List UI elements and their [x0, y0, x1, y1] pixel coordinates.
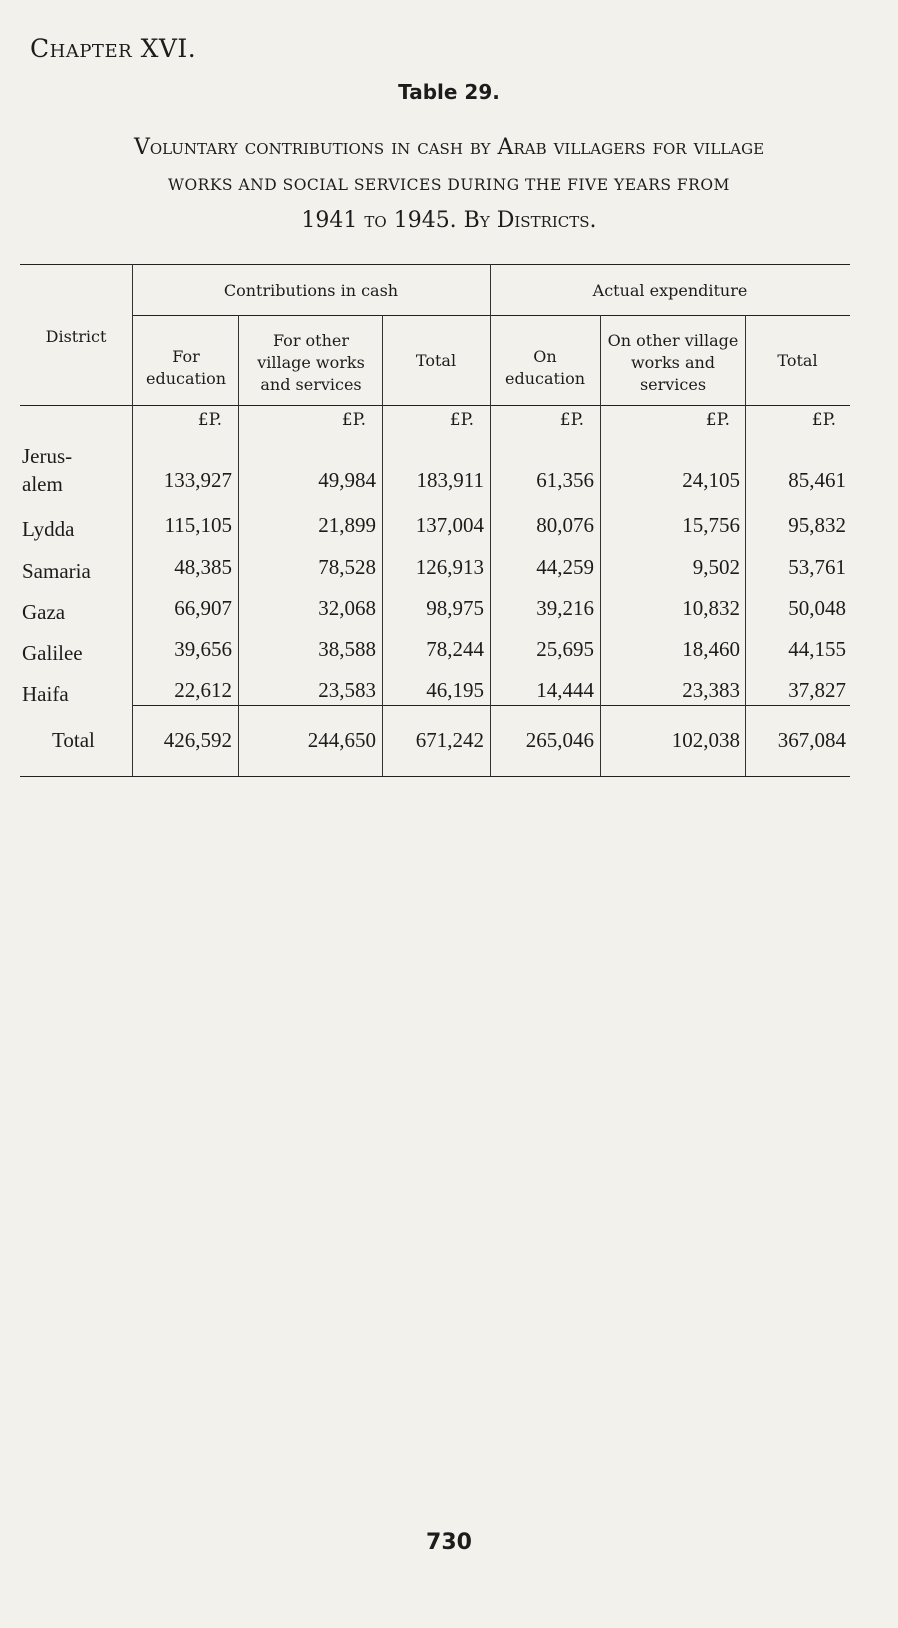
table-cell: 22,612	[174, 678, 232, 702]
header-col: Total	[777, 351, 818, 370]
table-cell: 53,761	[788, 555, 846, 579]
district-name: Lydda	[22, 517, 75, 541]
unit-label: £P.	[811, 410, 836, 430]
caption-line-3: 1941 to 1945. By Districts.	[301, 208, 597, 233]
header-col: On education	[505, 347, 585, 388]
table-cell: 39,656	[174, 637, 232, 661]
table-cell: 49,984	[318, 468, 376, 492]
table-cell: 14,444	[536, 678, 594, 702]
table-cell: 25,695	[536, 637, 594, 661]
table-cell: 44,259	[536, 555, 594, 579]
header-district: District	[45, 327, 107, 346]
table-cell: 10,832	[682, 596, 740, 620]
district-name: Galilee	[22, 641, 83, 665]
header-col: For other village works and services	[257, 331, 365, 394]
table-cell: 78,528	[318, 555, 376, 579]
table-cell: 48,385	[174, 555, 232, 579]
total-cell: 265,046	[525, 728, 594, 752]
total-cell: 367,084	[777, 728, 846, 752]
district-name: Gaza	[22, 600, 66, 624]
table-cell: 38,588	[318, 637, 376, 661]
table-cell: 78,244	[426, 637, 484, 661]
rule	[132, 315, 850, 316]
rule	[20, 405, 850, 406]
table-cell: 23,383	[682, 678, 740, 702]
rule	[745, 315, 746, 776]
header-col: For education	[146, 347, 226, 388]
header-expenditure: Actual expenditure	[592, 281, 748, 300]
unit-label: £P.	[197, 410, 222, 430]
total-cell: 671,242	[415, 728, 484, 752]
rule	[20, 776, 850, 777]
district-name: Haifa	[22, 682, 69, 706]
unit-label: £P.	[449, 410, 474, 430]
total-cell: 102,038	[671, 728, 740, 752]
table-cell: 21,899	[318, 513, 376, 537]
total-label: Total	[52, 728, 95, 752]
table-cell: 50,048	[788, 596, 846, 620]
rule	[132, 705, 850, 706]
table-cell: 44,155	[788, 637, 846, 661]
rule	[238, 315, 239, 776]
unit-label: £P.	[341, 410, 366, 430]
table-cell: 46,195	[426, 678, 484, 702]
chapter-heading: Chapter XVI.	[30, 34, 197, 63]
table-cell: 32,068	[318, 596, 376, 620]
table-cell: 80,076	[536, 513, 594, 537]
table-cell: 137,004	[415, 513, 484, 537]
unit-label: £P.	[705, 410, 730, 430]
table-cell: 39,216	[536, 596, 594, 620]
district-name: Samaria	[22, 559, 91, 583]
rule	[600, 315, 601, 776]
table-cell: 85,461	[788, 468, 846, 492]
unit-label: £P.	[559, 410, 584, 430]
table-cell: 18,460	[682, 637, 740, 661]
rule	[20, 264, 850, 265]
caption-line-1: Voluntary contributions in cash by Arab villagers for village	[133, 135, 765, 160]
table-cell: 37,827	[788, 678, 846, 702]
rule	[382, 315, 383, 776]
table-cell: 15,756	[682, 513, 740, 537]
table-cell: 126,913	[415, 555, 484, 579]
header-col: On other village works and services	[607, 331, 739, 394]
page-number: 730	[426, 1530, 472, 1555]
caption-line-2: WORKS AND SOCIAL SERVICES DURING THE FIVE YEARS FROM	[168, 176, 730, 194]
table-cell: 133,927	[163, 468, 232, 492]
header-col: Total	[415, 351, 457, 370]
table-cell: 66,907	[174, 596, 232, 620]
table-title: Table 29.	[398, 80, 500, 104]
district-name: Jerus- alem	[22, 444, 73, 496]
table-cell: 115,105	[164, 513, 232, 537]
table-cell: 183,911	[416, 468, 484, 492]
table-cell: 61,356	[536, 468, 594, 492]
total-cell: 244,650	[307, 728, 376, 752]
table-cell: 95,832	[788, 513, 846, 537]
header-contributions: Contributions in cash	[223, 281, 399, 300]
table-cell: 9,502	[692, 555, 740, 579]
table-cell: 23,583	[318, 678, 376, 702]
table-cell: 24,105	[682, 468, 740, 492]
total-cell: 426,592	[163, 728, 232, 752]
table-cell: 98,975	[426, 596, 484, 620]
